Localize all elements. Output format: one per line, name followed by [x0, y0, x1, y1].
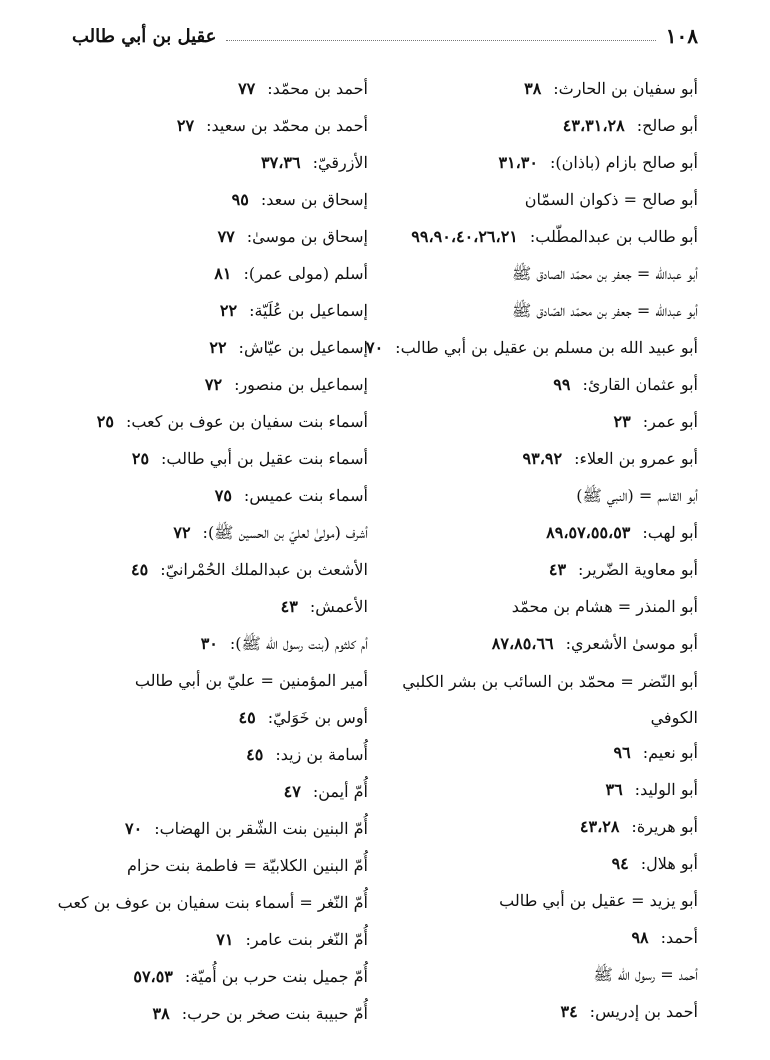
- entry-pages: ٧٥: [214, 486, 232, 505]
- entry-name: أبو القاسم = (النبي ﷺ): [576, 486, 698, 505]
- entry-pages: ٩٦: [613, 743, 631, 762]
- entry-pages: ٤٣: [280, 597, 298, 616]
- entry-name: أبو موسىٰ الأشعري:: [565, 634, 698, 653]
- entry-pages: ٤٥: [131, 560, 149, 579]
- index-entry: [48, 146, 368, 183]
- index-entry: [378, 995, 698, 1032]
- entry-name: إسماعيل بن عيّاش:: [238, 338, 368, 357]
- entry-pages: ٢٧: [176, 116, 195, 135]
- entry-name: إسماعيل بن منصور:: [234, 375, 368, 394]
- entry-name: أبو المنذر = هشام بن محمّد: [511, 597, 698, 616]
- entry-name: أسماء بنت سفيان بن عوف بن كعب:: [125, 412, 368, 431]
- entry-name: أبو عثمان القارئ:: [582, 375, 698, 394]
- index-entry: [48, 479, 368, 516]
- entry-name: أبو معاوية الضّرير:: [578, 560, 698, 579]
- index-entry: [48, 775, 368, 812]
- entry-pages: ٩٩: [553, 375, 571, 394]
- entry-name: أم كلثوم (بنت رسول الله ﷺ):: [229, 634, 368, 653]
- entry-name: أبو صالح بازام (باذان):: [549, 153, 698, 172]
- entry-name: إسحاق بن موسىٰ:: [246, 227, 368, 246]
- entry-name: أشرف (مولىٰ لعليّ بن الحسين ﷺ):: [202, 523, 368, 542]
- index-entry: [48, 183, 368, 220]
- entry-name: أبو عمر:: [642, 412, 698, 431]
- entry-name: أحمد بن محمّد:: [267, 79, 368, 98]
- entry-name: أبو عبيد الله بن مسلم بن عقيل بن أبي طالب:: [395, 338, 698, 357]
- entry-pages: ٣١،٣٠: [498, 153, 538, 172]
- entry-name: أبو صالح:: [636, 116, 698, 135]
- entry-pages: ٤٣،٢٨: [579, 817, 620, 836]
- entry-name: أوس بن خَوَليّ:: [267, 708, 368, 727]
- entry-name: أُمّ البنين الكلابيّة = فاطمة بنت حزام: [127, 856, 368, 875]
- entry-name: أبو سفيان بن الحارث:: [553, 79, 698, 98]
- index-entry: [378, 442, 698, 479]
- index-entry: [48, 923, 368, 960]
- entry-pages: ٣٨: [524, 79, 542, 98]
- entry-name: أُسامة بن زيد:: [275, 745, 368, 764]
- entry-pages: ٥٧،٥٣: [133, 967, 173, 986]
- entry-pages: ٨١: [214, 264, 232, 283]
- entry-pages: ٤٣: [548, 560, 567, 579]
- index-entry: [378, 773, 698, 810]
- index-entry: [378, 294, 698, 331]
- entry-pages: ٨٩،٥٧،٥٥،٥٣: [546, 523, 631, 542]
- page-number: ١٠٨: [665, 24, 698, 48]
- index-entry: [378, 479, 698, 516]
- entry-name: إسماعيل بن عُلَيّة:: [249, 301, 368, 320]
- index-entry: [48, 553, 368, 590]
- entry-pages: ٣٨: [152, 1004, 170, 1023]
- index-entry: [378, 183, 698, 220]
- index-entry: [378, 736, 698, 773]
- entry-pages: ٣٤: [560, 1002, 578, 1021]
- index-entry: [378, 220, 698, 257]
- entry-pages: ٤٣،٣١،٢٨: [562, 116, 625, 135]
- entry-name: أُمّ البنين بنت الشّقر بن الهضاب:: [154, 819, 368, 838]
- entry-pages: ٢٢: [219, 301, 238, 320]
- index-entry: [378, 921, 698, 958]
- index-entry: [48, 738, 368, 775]
- entry-name: أسماء بنت عقيل بن أبي طالب:: [161, 449, 368, 468]
- index-entry: [378, 590, 698, 627]
- entry-name: إسحاق بن سعد:: [260, 190, 368, 209]
- entry-name: الأشعث بن عبدالملك الحُمْرانيّ:: [160, 560, 368, 579]
- entry-name: أُمّ حبيبة بنت صخر بن حرب:: [181, 1004, 368, 1023]
- index-entry: [48, 257, 368, 294]
- entry-pages: ٧١: [216, 930, 234, 949]
- running-title: عقيل بن أبي طالب: [72, 25, 217, 47]
- index-entry: [48, 849, 368, 886]
- entry-name: أبو عبدالله = جعفر بن محمّد الصّادق ﷺ: [511, 301, 698, 320]
- index-entry: [48, 664, 368, 701]
- entry-pages: ٩٩،٩٠،٤٠،٢٦،٢١: [411, 227, 518, 246]
- index-entry: [378, 257, 698, 294]
- index-entry: [48, 516, 368, 553]
- index-entry: [48, 220, 368, 257]
- index-entry: [378, 405, 698, 442]
- entry-pages: ٧٧: [238, 79, 256, 98]
- index-entry: [378, 516, 698, 553]
- entry-name: أبو صالح = ذكوان السمّان: [524, 190, 698, 209]
- entry-name: أبو طالب بن عبدالمطّلب:: [529, 227, 698, 246]
- entry-name: أبو الوليد:: [634, 780, 698, 799]
- index-entry: [48, 960, 368, 997]
- entry-name: أُمّ النّغر بنت عامر:: [245, 930, 368, 949]
- entry-name: أُمّ النّغر = أسماء بنت سفيان بن عوف بن كعب: [57, 893, 368, 912]
- entry-pages: ٨٧،٨٥،٦٦: [491, 634, 554, 653]
- entry-name: أمير المؤمنين = عليّ بن أبي طالب: [134, 671, 368, 690]
- index-entry: [378, 847, 698, 884]
- entry-name: أُمّ أيمن:: [312, 782, 368, 801]
- index-entry: [48, 590, 368, 627]
- index-entry: [48, 442, 368, 479]
- entry-name: أُمّ جميل بنت حرب بن أُميّة:: [184, 967, 368, 986]
- entry-name: الأزرقيّ:: [312, 153, 368, 172]
- entry-pages: ٩٨: [631, 928, 649, 947]
- entry-pages: ٢٥: [131, 449, 150, 468]
- index-entry: [378, 664, 698, 736]
- entry-pages: ٢٥: [96, 412, 114, 431]
- entry-name: أبو يزيد = عقيل بن أبي طالب: [499, 891, 698, 910]
- page-header: [72, 22, 698, 50]
- entry-pages: ٩٥: [231, 190, 249, 209]
- entry-pages: ٧٢: [204, 375, 223, 394]
- index-entry: [378, 627, 698, 664]
- entry-name: أبو هلال:: [640, 854, 698, 873]
- entry-name: أحمد بن محمّد بن سعيد:: [206, 116, 368, 135]
- index-entry: [48, 701, 368, 738]
- entry-pages: ٩٤: [611, 854, 629, 873]
- index-entry: [378, 368, 698, 405]
- entry-pages: ٢٢: [209, 338, 227, 357]
- index-entry: [48, 72, 368, 109]
- index-entry: [365, 331, 698, 368]
- entry-name: أبو هريرة:: [631, 817, 698, 836]
- index-entry: [48, 886, 368, 923]
- entry-pages: ٤٥: [238, 708, 256, 727]
- entry-pages: ٧٠: [125, 819, 143, 838]
- entry-pages: ٢٣: [613, 412, 631, 431]
- entry-pages: ٧٧: [217, 227, 235, 246]
- entry-pages: ٤٧: [283, 782, 301, 801]
- entry-name: أحمد بن إدريس:: [589, 1002, 698, 1021]
- entry-pages: ٣٠: [200, 634, 218, 653]
- index-entry: [378, 72, 698, 109]
- entry-name: أسماء بنت عميس:: [243, 486, 368, 505]
- index-entry: [378, 553, 698, 590]
- entry-name: أحمد:: [660, 928, 698, 947]
- index-entry: [378, 884, 698, 921]
- entry-pages: ٧٠: [365, 338, 384, 357]
- index-entry: [48, 997, 368, 1034]
- entry-pages: ٣٧،٣٦: [261, 153, 301, 172]
- index-entry: [378, 109, 698, 146]
- index-entry: [378, 146, 698, 183]
- index-entry: [48, 368, 368, 405]
- index-entry: [48, 405, 368, 442]
- entry-name: الأعمش:: [309, 597, 368, 616]
- index-entry: [48, 294, 368, 331]
- index-column-right: [365, 72, 698, 1032]
- entry-name: أبو لهب:: [642, 523, 698, 542]
- index-column-left: [48, 72, 368, 1034]
- index-entry: [378, 810, 698, 847]
- entry-pages: ٣٦: [605, 780, 623, 799]
- header-dotted-leader: [226, 40, 655, 41]
- index-entry: [48, 109, 368, 146]
- entry-name: أبو عبدالله = جعفر بن محمّد الصادق ﷺ: [511, 264, 698, 283]
- index-entry: [48, 627, 368, 664]
- entry-name: أبو نعيم:: [642, 743, 698, 762]
- entry-pages: ٩٣،٩٢: [522, 449, 563, 468]
- index-entry: [48, 812, 368, 849]
- entry-name: أبو عمرو بن العلاء:: [574, 449, 698, 468]
- index-entry: [48, 331, 368, 368]
- entry-name: أحمد = رسول الله ﷺ: [593, 965, 698, 984]
- entry-name: أسلم (مولى عمر):: [243, 264, 368, 283]
- entry-pages: ٧٢: [173, 523, 191, 542]
- index-entry: [378, 958, 698, 995]
- entry-name: أبو النّضر = محمّد بن السائب بن بشر الكلبي الكوفي: [402, 672, 698, 727]
- entry-pages: ٤٥: [246, 745, 264, 764]
